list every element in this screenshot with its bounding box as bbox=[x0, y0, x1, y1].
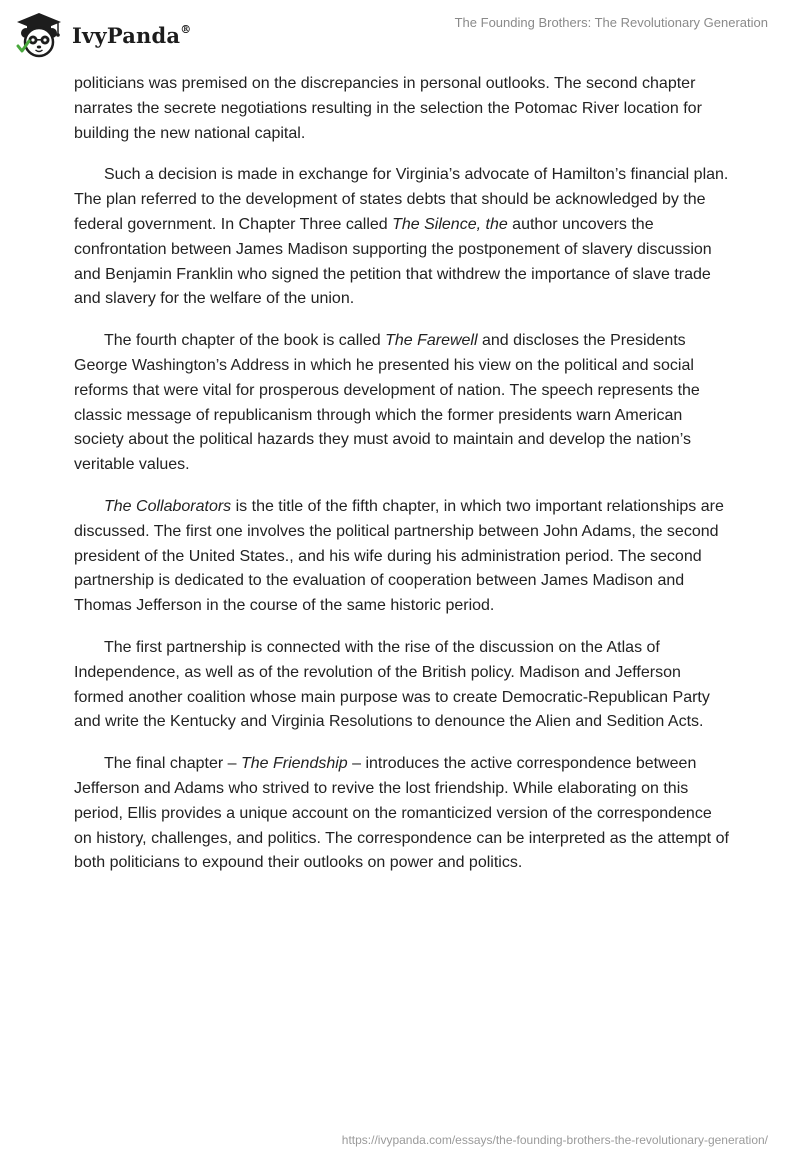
document-title: The Founding Brothers: The Revolutionary Generation bbox=[454, 15, 768, 30]
essay-body bbox=[74, 72, 730, 893]
paragraph-text: The final chapter – bbox=[104, 755, 241, 773]
paragraph-text: Such a decision is made in exchange for Virginia’s advocate of Hamilton’s financial plan. The plan referred to the development of states debts that should be acknowledged by the federal government. In Chapter Three called bbox=[74, 166, 729, 233]
paragraph-text: author uncovers the confrontation between James Madison supporting the postponement of slavery discussion and Benjamin Franklin who signed the petition that withdrew the importance of slave trade and slavery for the welfare of the union. bbox=[74, 215, 712, 308]
paragraph-text: The fourth chapter of the book is called bbox=[104, 332, 386, 350]
panda-graduate-icon bbox=[14, 10, 64, 60]
paragraph bbox=[74, 329, 730, 478]
paragraph bbox=[74, 163, 730, 312]
paragraph bbox=[74, 752, 730, 876]
italic-title-text: The Collaborators bbox=[104, 497, 232, 515]
paragraph-text: The first partnership is connected with the rise of the discussion on the Atlas of Independence, as well as of the revolution of the British policy. Madison and Jefferson formed another coalition whose main purpose was to create Democratic-Republican Party and write the Kentucky and Virginia Resolutions to denounce the Alien and Sedition Acts. bbox=[74, 638, 710, 731]
source-url-link[interactable]: https://ivypanda.com/essays/the-founding-brothers-the-revolutionary-generation/ bbox=[341, 1133, 768, 1147]
paragraph bbox=[74, 495, 730, 619]
paragraph-text: politicians was premised on the discrepancies in personal outlooks. The second chapter narrates the secrete negotiations resulting in the selection the Potomac River location for building the new national capital. bbox=[74, 75, 702, 142]
paragraph-text: – introduces the active correspondence between Jefferson and Adams who strived to revive the lost friendship. While elaborating on this period, Ellis provides a unique account on the romanticized version of the correspondence on history, challenges, and politics. The correspondence can be interpreted as the attempt of both politicians to expound their outlooks on power and politics. bbox=[74, 755, 729, 872]
ivypanda-logo[interactable] bbox=[14, 10, 191, 60]
paragraph bbox=[74, 72, 730, 146]
registered-mark: ® bbox=[180, 22, 192, 36]
paragraph-text: is the title of the fifth chapter, in which two important relationships are discussed. The first one involves the political partnership between John Adams, the second president of the United States., and his wife during his administration period. The second partnership is dedicated to the evaluation of cooperation between James Madison and Thomas Jefferson in the course of the same historic period. bbox=[74, 497, 724, 615]
paragraph-text: and discloses the Presidents George Washington’s Address in which he presented his view on the political and social reforms that were vital for prosperous development of nation. The speech represents the classic message of republicanism through which the former presidents warn American society about the political hazards they must avoid to maintain and develop the nation’s veritable values. bbox=[74, 332, 700, 474]
italic-title-text: The Farewell bbox=[385, 332, 478, 350]
logo-wordmark bbox=[72, 23, 191, 48]
italic-title-text: The Silence, the bbox=[392, 215, 508, 233]
paragraph bbox=[74, 636, 730, 735]
logo-text: IvyPanda bbox=[72, 22, 181, 48]
page-header bbox=[0, 0, 800, 70]
italic-title-text: The Friendship bbox=[240, 755, 348, 773]
